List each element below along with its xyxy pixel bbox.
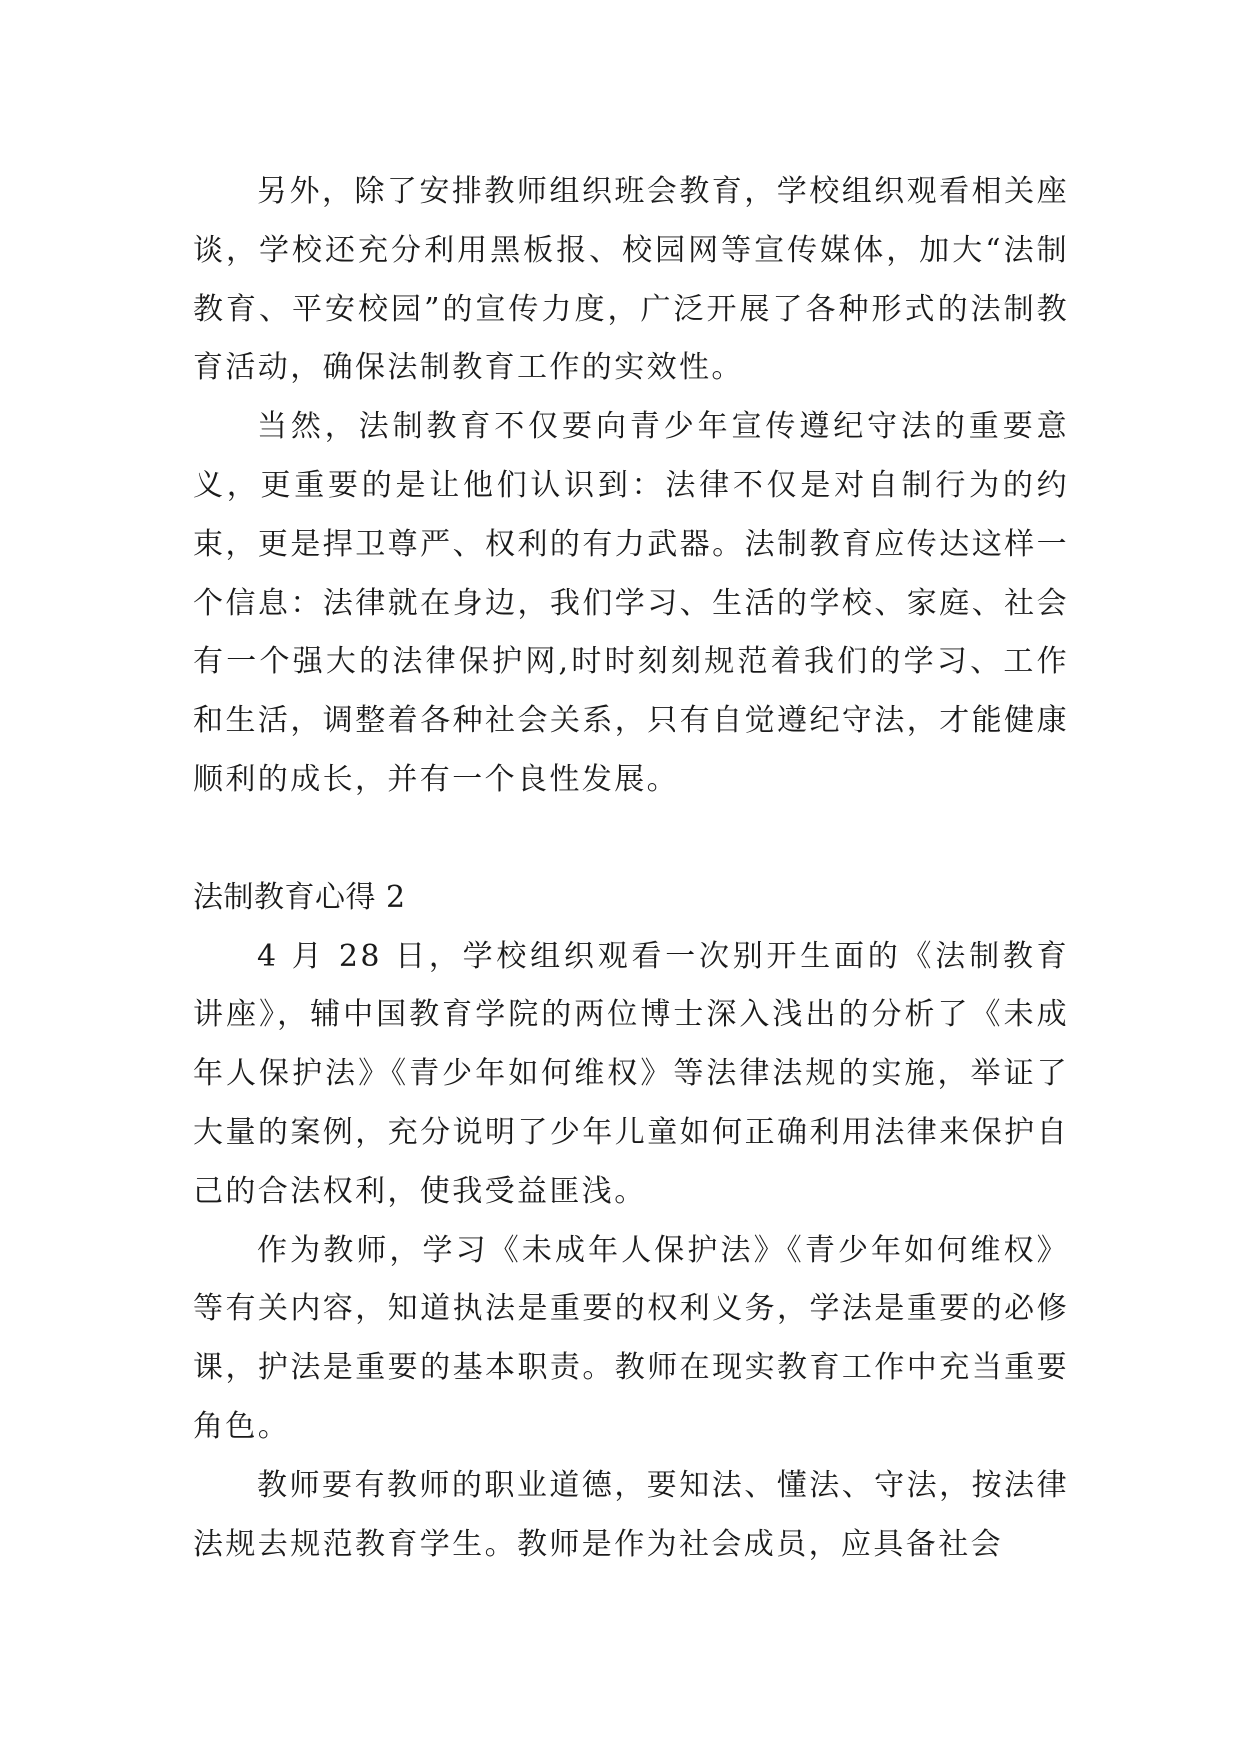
paragraph-2: 当然，法制教育不仅要向青少年宣传遵纪守法的重要意义，更重要的是让他们认识到：法律不仅是对自制行为的约束，更是捍卫尊严、权利的有力武器。法制教育应传达这样一个信息：法律就在身边，我们学习、生活的学校、家庭、社会有一个强大的法律保护网,时时刻刻规范着我们的学习、工作和生活，调整着各种社会关系，只有自觉遵纪守法，才能健康顺利的成长，并有一个良性发展。 (193, 409, 1069, 797)
section-heading: 法制教育心得 2 (193, 879, 406, 915)
paragraph-1: 另外，除了安排教师组织班会教育，学校组织观看相关座谈，学校还充分利用黑板报、校园网等宣传媒体，加大“法制教育、平安校园”的宣传力度，广泛开展了各种形式的法制教育活动，确保法制教育工作的实效性。 (193, 174, 1069, 386)
paragraph-4: 作为教师，学习《未成年人保护法》《青少年如何维权》等有关内容，知道执法是重要的权利义务，学法是重要的必修课，护法是重要的基本职责。教师在现实教育工作中充当重要角色。 (193, 1232, 1069, 1444)
paragraph-5: 教师要有教师的职业道德，要知法、懂法、守法，按法律法规去规范教育学生。教师是作为社会成员，应具备社会 (193, 1467, 1069, 1562)
document-body (193, 163, 1069, 1574)
paragraph-3: 4 月 28 日，学校组织观看一次别开生面的《法制教育讲座》，辅中国教育学院的两位博士深入浅出的分析了《未成年人保护法》《青少年如何维权》等法律法规的实施，举证了大量的案例，充分说明了少年儿童如何正确利用法律来保护自己的合法权利，使我受益匪浅。 (193, 938, 1069, 1209)
